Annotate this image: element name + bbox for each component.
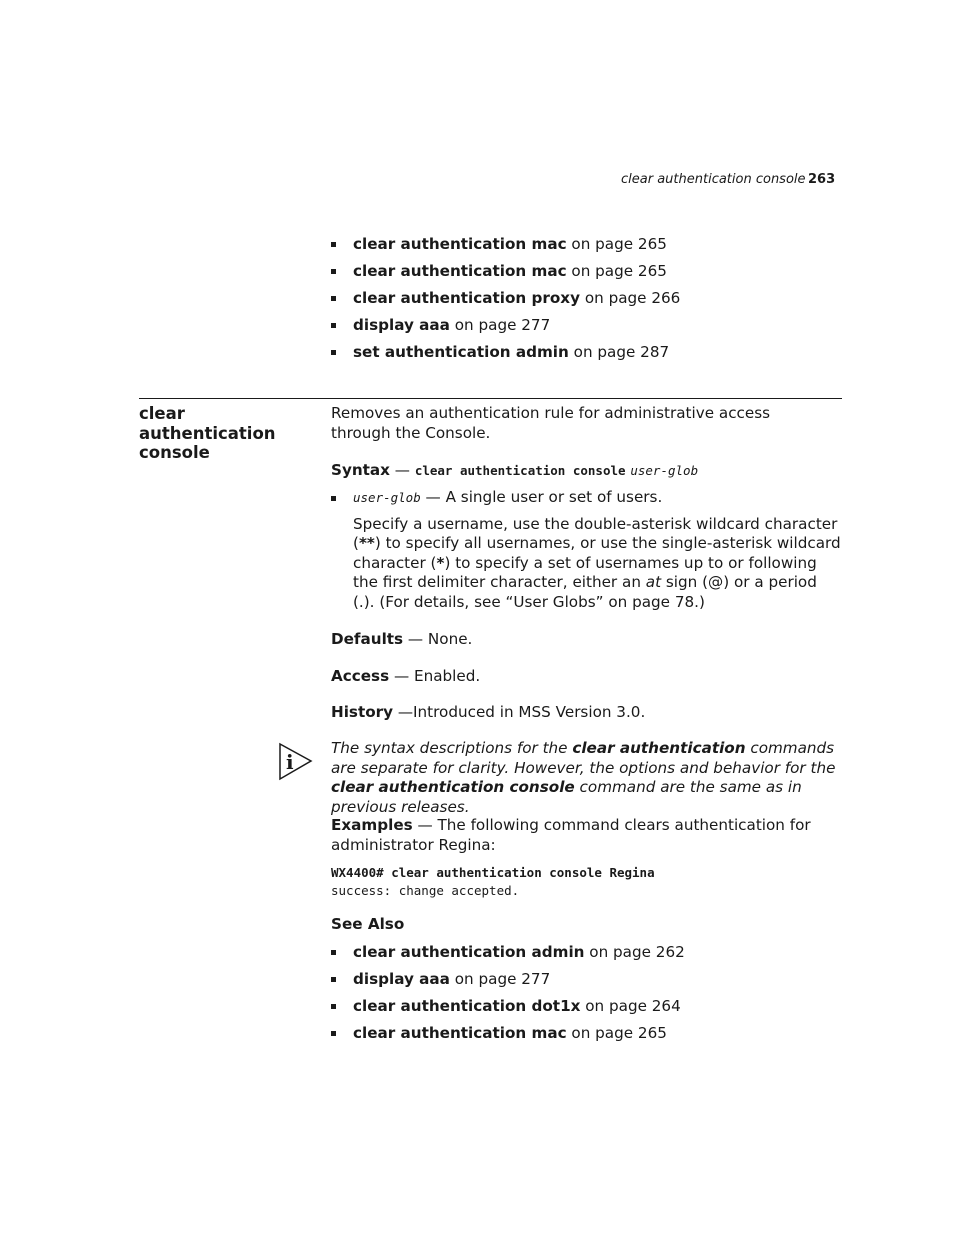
command-link[interactable]: clear authentication admin [353, 943, 585, 961]
command-link[interactable]: clear authentication mac [353, 235, 567, 253]
code-example [331, 864, 655, 900]
list-item: clear authentication mac on page 265 [331, 261, 680, 288]
parameter-name: user-glob [353, 490, 421, 505]
command-link[interactable]: clear authentication proxy [353, 289, 580, 307]
syntax-line: Syntax — clear authentication console user-glob [331, 461, 699, 479]
syntax-command: clear authentication console [414, 463, 626, 478]
defaults-line: Defaults — None. [331, 630, 473, 648]
list-item: clear authentication dot1x on page 264 [331, 996, 685, 1023]
command-link[interactable]: clear authentication mac [353, 1024, 567, 1042]
code-output-line: success: change accepted. [331, 883, 520, 898]
command-link[interactable]: clear authentication mac [353, 262, 567, 280]
list-item: clear authentication proxy on page 266 [331, 288, 680, 315]
list-item: display aaa on page 277 [331, 969, 685, 996]
list-item: display aaa on page 277 [331, 315, 680, 342]
related-commands-list [331, 234, 680, 369]
list-item: clear authentication admin on page 262 [331, 942, 685, 969]
syntax-parameter: user-glob [630, 463, 699, 478]
svg-text:i: i [286, 750, 294, 774]
note-text: The syntax descriptions for the clear authentication commands are separate for clarity. However, the options and behavior for the clear authentication console command are the same as in previous releases. [331, 739, 836, 816]
section-title: clear authentication console [139, 404, 276, 462]
access-line: Access — Enabled. [331, 667, 481, 685]
section-divider [139, 398, 842, 399]
examples-text: Examples — The following command clears authentication for administrator Regina: [331, 816, 811, 854]
history-line: History —Introduced in MSS Version 3.0. [331, 703, 646, 721]
parameter-details: Specify a username, use the double-asterisk wildcard character (**) to specify all usernames, or use the single-asterisk wildcard character (*) to specify a set of usernames up to or following the first delimiter character, either an at sign (@) or a period (.). (For details, see “User Globs” on page 78.) [353, 514, 841, 611]
list-item: set authentication admin on page 287 [331, 342, 680, 369]
command-link[interactable]: clear authentication dot1x [353, 997, 581, 1015]
see-also-list [331, 942, 685, 1050]
command-link[interactable]: set authentication admin [353, 343, 569, 361]
code-command-line: WX4400# clear authentication console Regina [331, 865, 655, 880]
syntax-label: Syntax [331, 461, 390, 479]
command-link[interactable]: display aaa [353, 316, 450, 334]
command-description: Removes an authentication rule for administrative access through the Console. [331, 404, 771, 442]
running-header-title: clear authentication console [621, 172, 806, 187]
page-number: 263 [808, 172, 836, 187]
list-item: clear authentication mac on page 265 [331, 234, 680, 261]
command-link[interactable]: display aaa [353, 970, 450, 988]
bullet-marker [331, 496, 336, 501]
see-also-heading: See Also [331, 915, 405, 933]
info-icon [278, 742, 314, 782]
parameter-item: user-glob — A single user or set of users. Specify a username, use the double-asterisk wildcard character (**) to specify all usernames, or use the single-asterisk wildcard character (*) to specify a set of usernames up to or following the first delimiter character, either an at sign (@) or a period (.). (For details, see “User Globs” on page 78.) [331, 488, 841, 612]
list-item: clear authentication mac on page 265 [331, 1023, 685, 1050]
